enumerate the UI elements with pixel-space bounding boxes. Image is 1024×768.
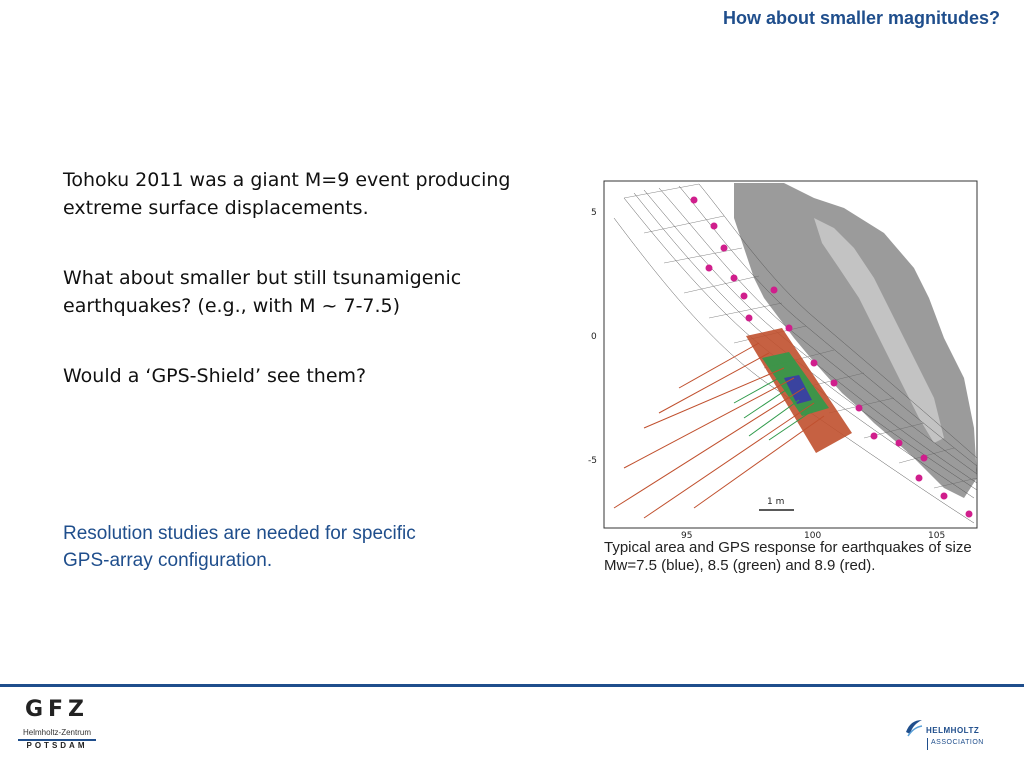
- bullet-gps-shield: Would a ‘GPS-Shield’ see them?: [63, 365, 367, 387]
- helmholtz-icon: [904, 718, 924, 738]
- x-tick-105: 105: [928, 531, 946, 538]
- bullet-tohoku: Tohoku 2011 was a giant M=9 event producing extreme surface displacements.: [63, 169, 511, 219]
- helmholtz-association: ASSOCIATION: [931, 739, 984, 746]
- gfz-logo-city: POTSDAM: [26, 741, 88, 750]
- helmholtz-logo: [904, 718, 1004, 754]
- y-tick-minus5: -5: [588, 456, 597, 466]
- scale-label: 1 m: [767, 497, 785, 507]
- helmholtz-bar: [927, 738, 928, 750]
- helmholtz-name: HELMHOLTZ: [926, 726, 980, 735]
- resolution-note: Resolution studies are needed for specific GPS-array configuration.: [63, 523, 416, 571]
- bullet-list: [63, 166, 563, 432]
- gfz-logo-subtitle: Helmholtz-Zentrum: [22, 728, 91, 737]
- x-tick-95: 95: [681, 531, 693, 538]
- gfz-logo-text: GFZ: [24, 697, 90, 722]
- y-tick-0: 0: [591, 332, 597, 342]
- gfz-logo: [14, 698, 100, 756]
- sumatra-gps-figure: [584, 178, 984, 538]
- x-tick-100: 100: [804, 531, 822, 538]
- footer-divider: [0, 684, 1024, 687]
- slide-title: How about smaller magnitudes?: [722, 8, 1000, 28]
- y-tick-5: 5: [591, 208, 597, 218]
- bullet-smaller-quakes: What about smaller but still tsunamigenic earthquakes? (e.g., with M ~ 7-7.5): [63, 267, 462, 317]
- figure-caption: Typical area and GPS response for earthquakes of size Mw=7.5 (blue), 8.5 (green) and 8.9 (red).: [604, 539, 972, 574]
